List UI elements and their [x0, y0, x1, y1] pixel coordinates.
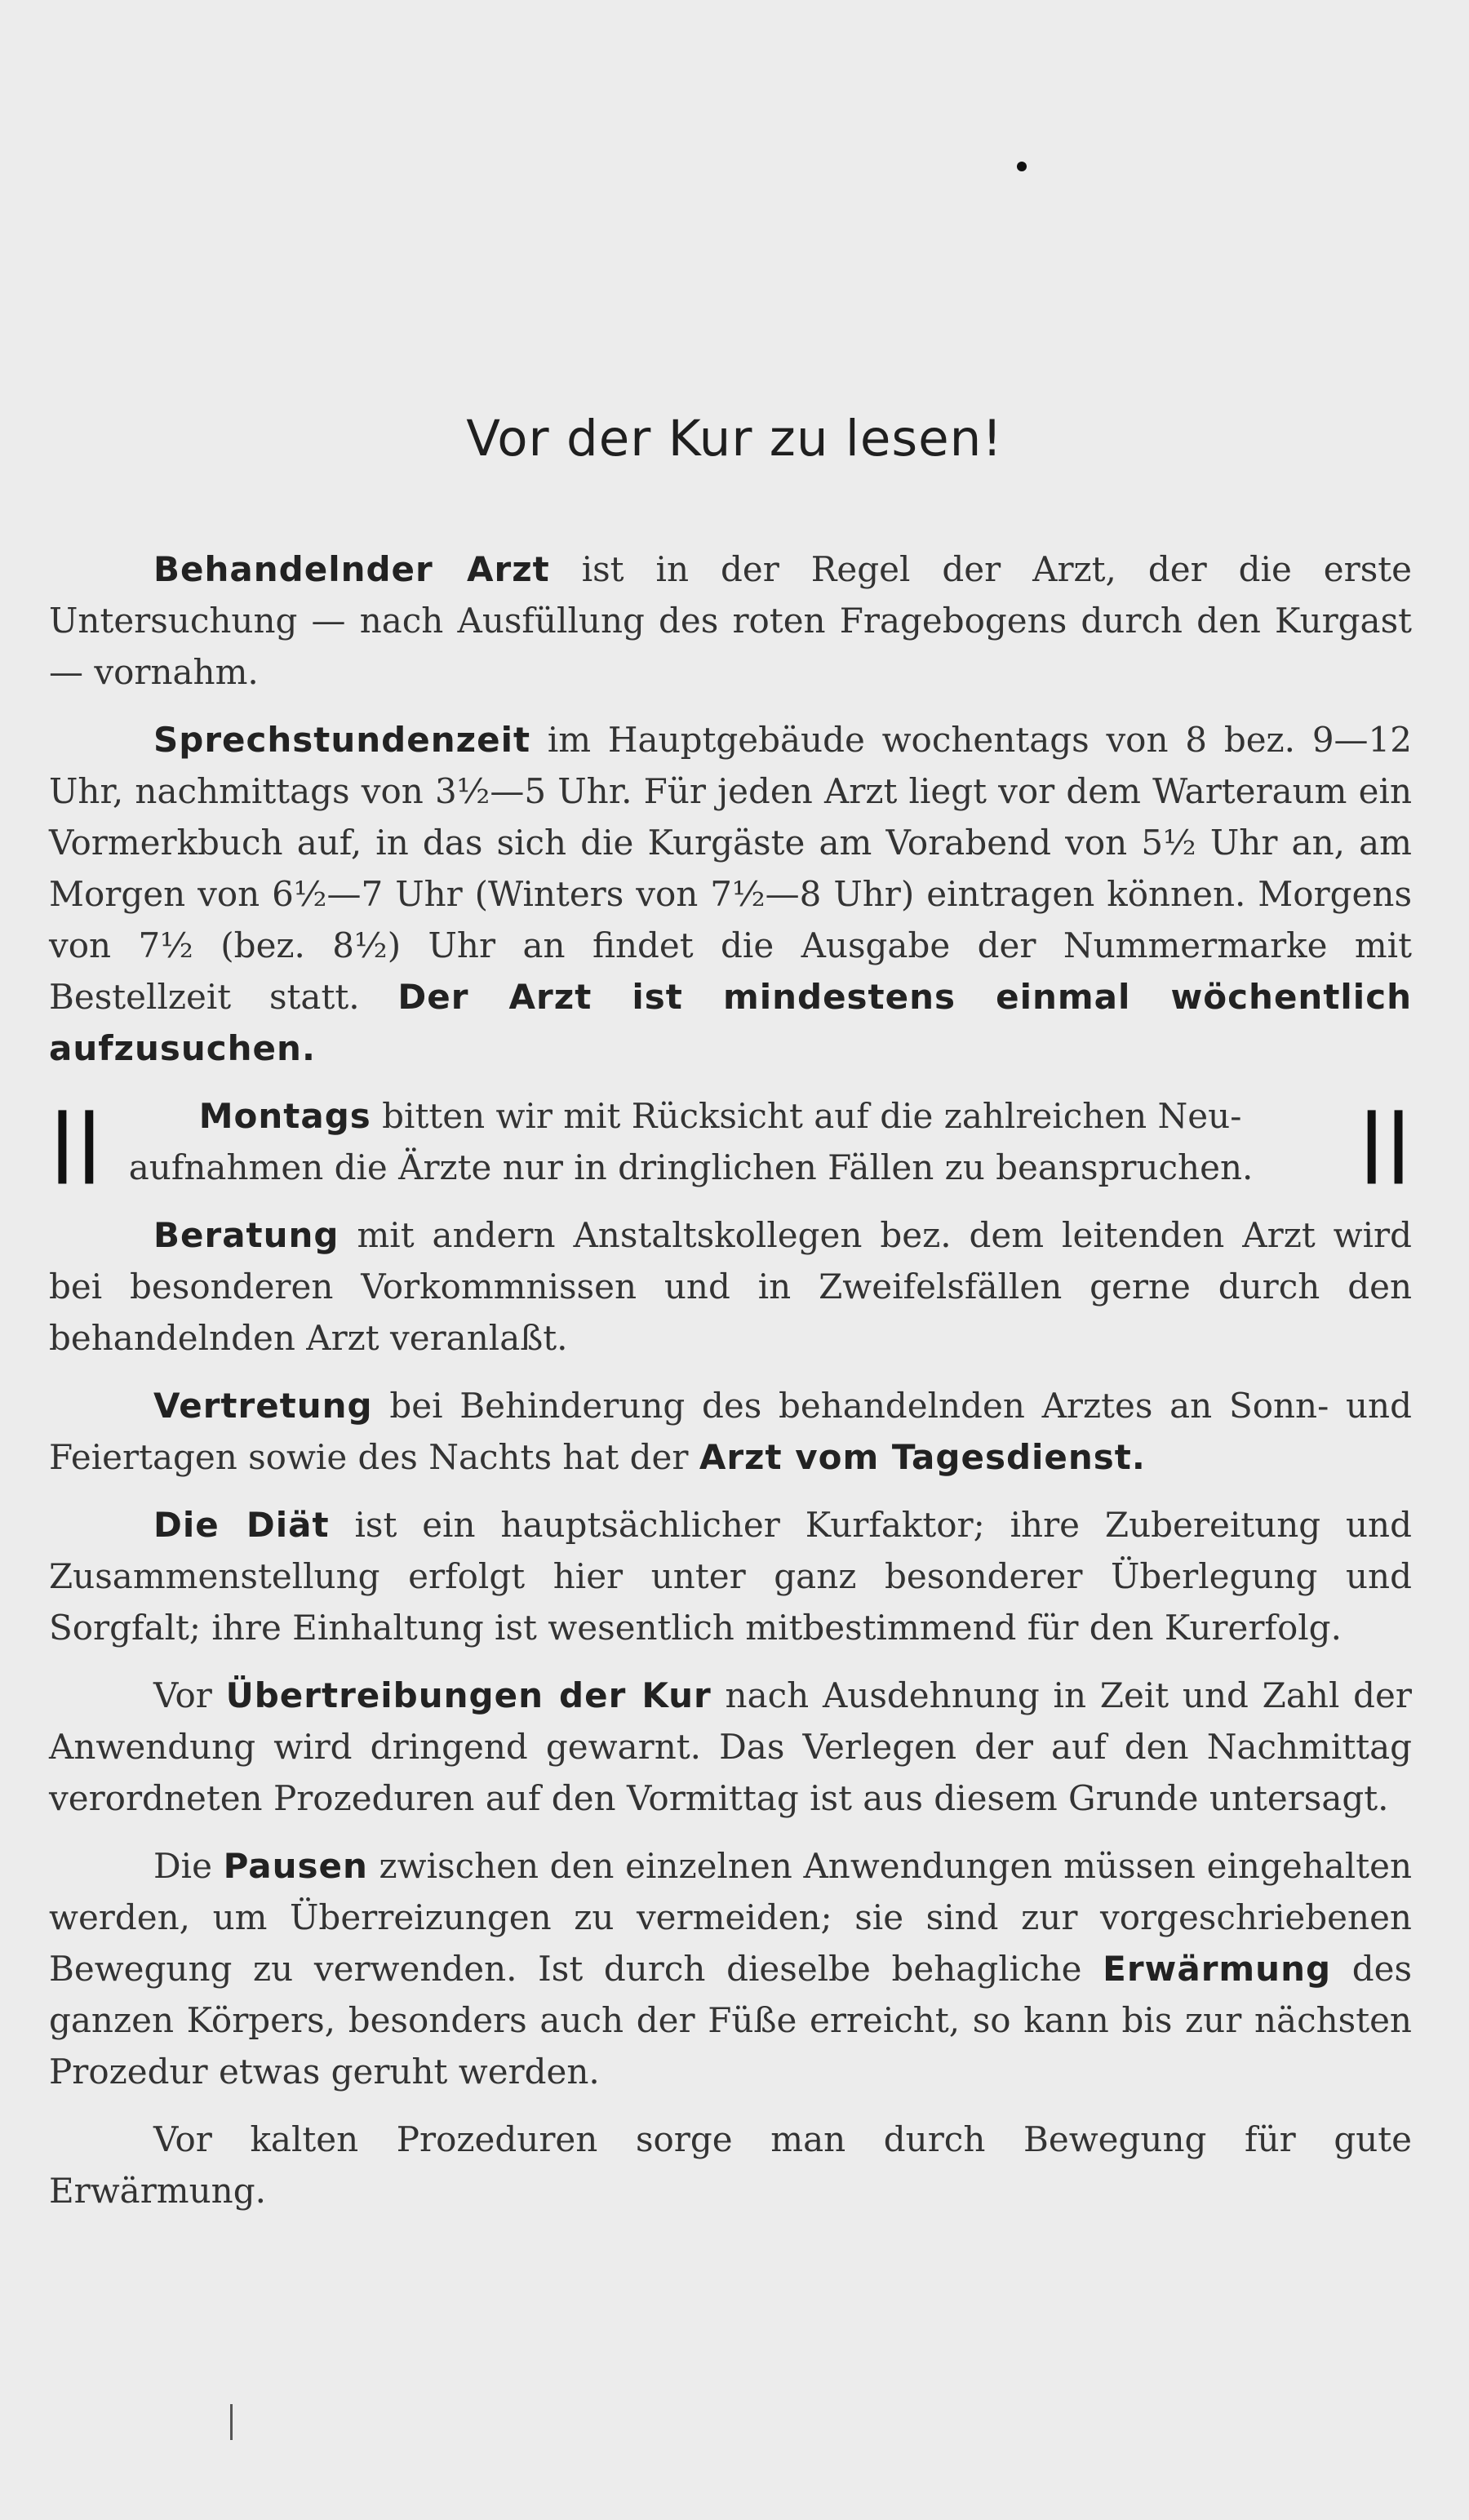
paragraph-text: mit andern Anstaltskollegen bez. dem leitenden Arzt wird bei besonderen Vorkommnissen und in Zweifelsfällen gerne durch den behandelnden Arzt veranlaßt. [49, 1215, 1412, 1358]
paragraph-text: Vor kalten Prozeduren sorge man durch Bewegung für gute Erwärmung. [49, 2119, 1412, 2211]
paragraph-label: Sprechstundenzeit [153, 720, 531, 760]
paragraph-label: Die Diät [153, 1505, 330, 1545]
paragraph-pausen [49, 1840, 1412, 2097]
paragraph-text: bitten wir mit Rücksicht auf die zahlreichen Neu- [371, 1096, 1242, 1136]
ink-speck [1017, 162, 1027, 171]
double-bar-mark-left: || [49, 1098, 103, 1184]
paragraph-label: Beratung [153, 1215, 340, 1255]
paragraph-text-2: des ganzen Körpers, besonders auch der Füße erreicht, so kann bis zur nächsten Prozedur etwas geruht werden. [49, 1949, 1412, 2092]
paragraph-emphasis: Der Arzt ist mindestens einmal wöchentlich aufzusuchen. [49, 977, 1412, 1068]
paragraph-behandelnder-arzt [49, 543, 1412, 698]
montags-line-2: aufnahmen die Ärzte nur in dringlichen Fällen zu beanspruchen. [128, 1147, 1254, 1187]
double-bar-mark-right: || [1358, 1098, 1412, 1184]
margin-mark [230, 2404, 233, 2440]
paragraph-vertretung [49, 1380, 1412, 1483]
paragraph-diaet [49, 1499, 1412, 1653]
paragraph-label: Behandelnder Arzt [153, 549, 550, 589]
paragraph-label: Pausen [223, 1846, 368, 1886]
paragraph-text: bei Behinderung des behandelnden Arztes an Sonn- und Feiertagen sowie des Nachts hat der [49, 1386, 1412, 1477]
paragraph-lead: Vor [153, 1675, 226, 1715]
paragraph-text: im Hauptgebäude wochentags von 8 bez. 9—12 Uhr, nachmittags von 3½—5 Uhr. Für jeden Arzt liegt vor dem Warteraum ein Vormerkbuch auf, in das sich die Kurgäste am Vorabend von 5½ Uhr an, am Morgen von 6½—7 Uhr (Winters von 7½—8 Uhr) eintragen können. Morgens von 7½ (bez. 8½) Uhr an findet die Ausgabe der Nummermarke mit Bestellzeit statt. [49, 720, 1412, 1017]
montags-notice [49, 1090, 1412, 1193]
paragraph-sprechstundenzeit [49, 714, 1412, 1074]
paragraph-beratung [49, 1209, 1412, 1364]
paragraph-label-2: Erwärmung [1103, 1949, 1332, 1989]
paragraph-uebertreibungen [49, 1670, 1412, 1824]
paragraph-text: ist ein hauptsächlicher Kurfaktor; ihre Zubereitung und Zusammenstellung erfolgt hier unter ganz besonderer Überlegung und Sorgfalt; ihre Einhaltung ist wesentlich mitbestimmend für den Kurerfolg. [49, 1505, 1412, 1648]
paragraph-label: Montags [198, 1096, 371, 1136]
paragraph-lead: Die [153, 1846, 224, 1886]
paragraph-text: ist in der Regel der Arzt, der die erste Untersuchung — nach Ausfüllung des roten Fragebogens durch den Kurgast — vornahm. [49, 549, 1412, 692]
paragraph-text: zwischen den einzelnen Anwendungen müssen eingehalten werden, um Überreizungen zu vermeiden; sie sind zur vorgeschriebenen Bewegung zu verwenden. Ist durch dieselbe behagliche [49, 1846, 1412, 1989]
paragraph-text: nach Ausdehnung in Zeit und Zahl der Anwendung wird dringend gewarnt. Das Verlegen der auf den Nachmittag verordneten Prozeduren auf den Vormittag ist aus diesem Grunde untersagt. [49, 1675, 1412, 1818]
montags-line-1 [129, 1090, 1333, 1142]
paragraph-kalte-prozeduren [49, 2114, 1412, 2216]
montags-text [103, 1090, 1359, 1193]
document-body [49, 543, 1412, 2233]
paragraph-label: Vertretung [153, 1386, 373, 1426]
paragraph-emphasis: Arzt vom Tagesdienst. [699, 1437, 1146, 1477]
page-title: Vor der Kur zu lesen! [466, 410, 1003, 468]
paragraph-label: Übertreibungen der Kur [225, 1675, 712, 1715]
